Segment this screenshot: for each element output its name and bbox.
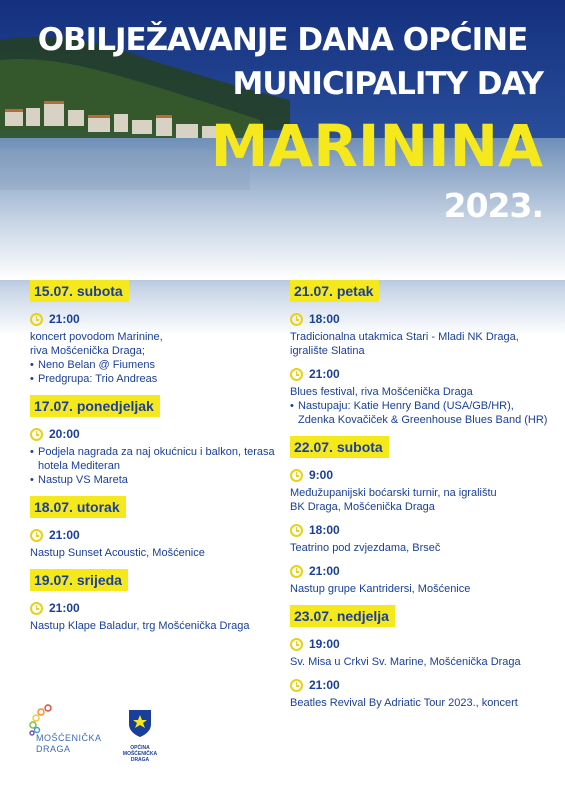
- event-item: [30, 312, 292, 386]
- municipality-logo-line1: OPĆINA: [130, 745, 150, 751]
- clock-icon: [290, 565, 303, 578]
- event-item: [30, 427, 292, 487]
- day-heading: 18.07. utorak: [30, 496, 126, 518]
- event-item: [290, 678, 552, 710]
- day-block: [290, 436, 552, 596]
- event-time: [30, 427, 292, 441]
- clock-icon: [290, 679, 303, 692]
- event-name: MARININA: [210, 112, 543, 180]
- event-time-label: 9:00: [309, 468, 334, 482]
- day-heading: 17.07. ponedjeljak: [30, 395, 160, 417]
- municipality-logo-line2: MOŠĆENIČKA DRAGA: [122, 751, 158, 763]
- schedule-column-left: [30, 280, 292, 642]
- event-time: [290, 678, 552, 692]
- event-description: BK Draga, Mošćenička Draga: [290, 501, 435, 513]
- day-heading-wrap: [290, 605, 552, 637]
- event-item: [290, 637, 552, 669]
- clock-icon: [30, 313, 43, 326]
- schedule-column-right: [290, 280, 552, 719]
- day-block: [30, 280, 292, 386]
- day-heading-wrap: [30, 280, 292, 312]
- event-bullet: • Predgrupa: Trio Andreas: [30, 372, 292, 386]
- event-description: Nastup Klape Baladur, trg Mošćenička Draga: [30, 620, 250, 632]
- day-heading: 23.07. nedjelja: [290, 605, 395, 627]
- day-block: [30, 569, 292, 633]
- event-year: 2023.: [443, 186, 543, 225]
- event-time-label: 21:00: [49, 312, 80, 326]
- tourism-logo-text: [36, 733, 102, 755]
- event-time-label: 21:00: [309, 564, 340, 578]
- event-time: [30, 528, 292, 542]
- municipality-logo: [115, 708, 165, 764]
- clock-icon: [290, 524, 303, 537]
- tourism-logo-line2: DRAGA: [36, 744, 71, 754]
- event-description: igralište Slatina: [290, 345, 365, 357]
- event-description: Beatles Revival By Adriatic Tour 2023., koncert: [290, 697, 518, 709]
- title-croatian: OBILJEŽAVANJE DANA OPĆINE: [37, 22, 528, 58]
- clock-icon: [290, 313, 303, 326]
- event-bullet: • Nastupaju: Katie Henry Band (USA/GB/HR), Zdenka Kovačiček & Greenhouse Blues Band (HR): [290, 399, 552, 427]
- event-time-label: 18:00: [309, 523, 340, 537]
- clock-icon: [290, 368, 303, 381]
- event-time: [290, 637, 552, 651]
- event-time-label: 19:00: [309, 637, 340, 651]
- clock-icon: [30, 602, 43, 615]
- event-description: Teatrino pod zvjezdama, Brseč: [290, 542, 441, 554]
- day-block: [290, 280, 552, 427]
- tourism-logo-line1: MOŠĆENIČKA: [36, 733, 102, 743]
- event-time-label: 20:00: [49, 427, 80, 441]
- day-heading: 19.07. srijeda: [30, 569, 128, 591]
- event-time-label: 21:00: [49, 601, 80, 615]
- event-time: [30, 601, 292, 615]
- event-time-label: 21:00: [49, 528, 80, 542]
- event-item: [290, 468, 552, 514]
- event-time: [290, 523, 552, 537]
- event-description: Sv. Misa u Crkvi Sv. Marine, Mošćenička Draga: [290, 656, 521, 668]
- event-description: Tradicionalna utakmica Stari - Mladi NK Draga,: [290, 331, 519, 343]
- event-description: Nastup Sunset Acoustic, Mošćenice: [30, 547, 205, 559]
- day-heading: 15.07. subota: [30, 280, 129, 302]
- event-time-label: 21:00: [309, 367, 340, 381]
- day-heading-wrap: [30, 496, 292, 528]
- event-time: [30, 312, 292, 326]
- event-description: Blues festival, riva Mošćenička Draga: [290, 386, 473, 398]
- event-description: Međužupanijski boćarski turnir, na igralištu: [290, 487, 497, 499]
- event-description: riva Mošćenička Draga;: [30, 345, 145, 357]
- event-description: koncert povodom Marinine,: [30, 331, 163, 343]
- day-heading-wrap: [30, 569, 292, 601]
- day-block: [30, 496, 292, 560]
- day-heading: 22.07. subota: [290, 436, 389, 458]
- clock-icon: [30, 428, 43, 441]
- coat-of-arms-icon: [127, 708, 153, 738]
- event-item: [290, 312, 552, 358]
- day-block: [30, 395, 292, 487]
- day-heading-wrap: [290, 436, 552, 468]
- event-description: Nastup grupe Kantridersi, Mošćenice: [290, 583, 471, 595]
- event-item: [290, 564, 552, 596]
- clock-icon: [290, 638, 303, 651]
- day-heading: 21.07. petak: [290, 280, 379, 302]
- event-item: [290, 367, 552, 427]
- day-heading-wrap: [290, 280, 552, 312]
- event-item: [290, 523, 552, 555]
- event-time: [290, 312, 552, 326]
- title-english: MUNICIPALITY DAY: [232, 66, 543, 102]
- clock-icon: [290, 469, 303, 482]
- clock-icon: [30, 529, 43, 542]
- day-block: [290, 605, 552, 710]
- event-bullet: • Neno Belan @ Fiumens: [30, 358, 292, 372]
- day-heading-wrap: [30, 395, 292, 427]
- event-time: [290, 564, 552, 578]
- event-time-label: 18:00: [309, 312, 340, 326]
- event-time: [290, 367, 552, 381]
- event-time: [290, 468, 552, 482]
- event-bullet: • Podjela nagrada za naj okućnicu i balkon, terasa hotela Mediteran: [30, 445, 292, 473]
- event-item: [30, 528, 292, 560]
- event-time-label: 21:00: [309, 678, 340, 692]
- event-item: [30, 601, 292, 633]
- event-bullet: • Nastup VS Mareta: [30, 473, 292, 487]
